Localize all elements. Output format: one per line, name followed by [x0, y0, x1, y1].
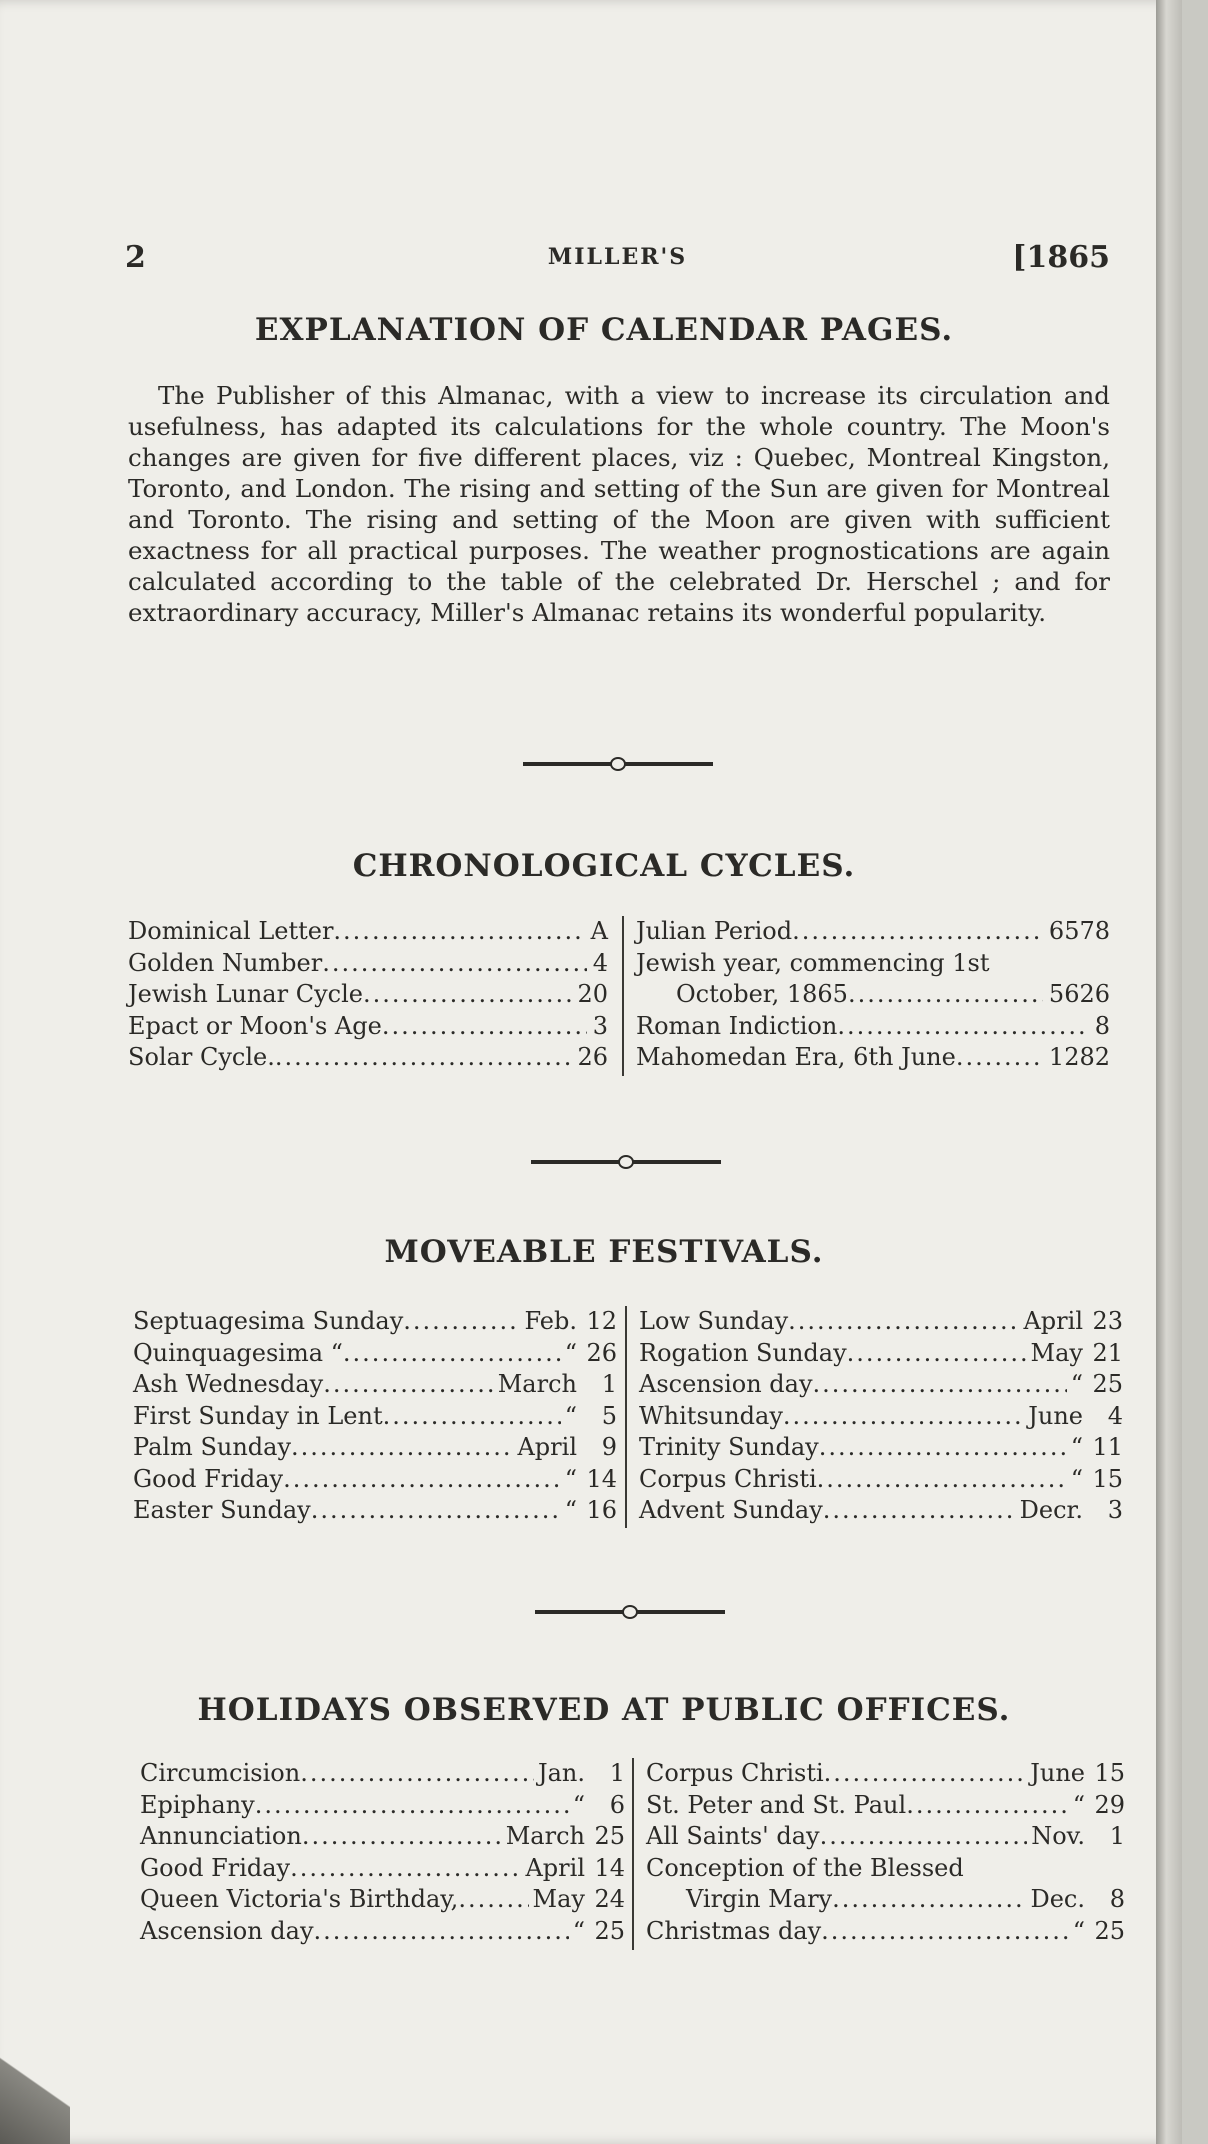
table-row [639, 1495, 1123, 1527]
entry-day: 25 [594, 1822, 625, 1850]
entry-month: April [1023, 1307, 1083, 1335]
chronological-left-column [128, 916, 608, 1074]
leader-dots [821, 1916, 1069, 1948]
leader-dots [382, 1011, 587, 1043]
leader-dots [383, 1401, 561, 1433]
entry-day: 8 [1109, 1885, 1125, 1913]
leader-dots [403, 1306, 520, 1338]
entry-label: Ascension day [639, 1370, 813, 1398]
table-row [128, 1042, 608, 1074]
entry-label: Virgin Mary [686, 1885, 833, 1913]
leader-dots [291, 1432, 513, 1464]
entry-day: 15 [1094, 1759, 1125, 1787]
leader-dots [783, 1401, 1024, 1433]
entry-value: 26 [577, 1043, 608, 1071]
year: [1865 [1012, 240, 1110, 275]
running-header [125, 240, 1110, 280]
entry-day: 9 [601, 1433, 617, 1461]
entry-month: April [517, 1433, 577, 1461]
entry-label: October, 1865 [676, 980, 848, 1008]
table-row [140, 1916, 625, 1948]
column-divider [632, 1758, 634, 1950]
entry-label: Golden Number [128, 948, 323, 977]
entry-day: 25 [1092, 1370, 1123, 1398]
entry-month: April [525, 1853, 585, 1882]
entry-label: First Sunday in Lent [133, 1401, 383, 1430]
leader-dots [343, 1338, 561, 1370]
leader-dots [333, 916, 584, 948]
entry-value: 20 [577, 980, 608, 1008]
entry-value: 8 [1094, 1011, 1110, 1040]
entry-day: 15 [1092, 1464, 1123, 1493]
entry-value: 1282 [1048, 1043, 1110, 1071]
entry-month: “ [564, 1338, 577, 1367]
table-row [646, 1758, 1125, 1790]
leader-dots [322, 948, 587, 980]
entry-label: Dominical Letter [128, 917, 334, 945]
entry-value: A [590, 917, 608, 945]
entry-day: 29 [1094, 1790, 1125, 1819]
entry-label: Ash Wednesday [133, 1370, 324, 1398]
holidays-left-column [140, 1758, 625, 1947]
entry-label: Annunciation [140, 1822, 302, 1850]
entry-day: 6 [609, 1790, 625, 1819]
entry-day: 24 [594, 1885, 625, 1913]
table-row [133, 1338, 617, 1370]
entry-month: Jan. [537, 1759, 585, 1787]
table-row [133, 1432, 617, 1464]
leader-dots [956, 1042, 1043, 1074]
entry-month: June [1030, 1759, 1085, 1787]
entry-day: 26 [586, 1338, 617, 1367]
table-row [639, 1464, 1123, 1496]
table-row [133, 1464, 617, 1496]
column-divider [622, 916, 624, 1076]
entry-day: 21 [1092, 1338, 1123, 1367]
table-row [140, 1758, 625, 1790]
entry-month: March [505, 1822, 585, 1850]
leader-dots [363, 979, 572, 1011]
entry-value: 4 [592, 948, 608, 977]
entry-label: Corpus Christi [646, 1759, 824, 1787]
entry-month: June [1028, 1401, 1083, 1430]
entry-label: Whitsunday [639, 1401, 783, 1430]
entry-month: Feb. [524, 1307, 577, 1335]
entry-month: “ [564, 1464, 577, 1493]
entry-day: 16 [586, 1496, 617, 1524]
entry-label: Solar Cycle. [128, 1043, 275, 1071]
entry-day: 11 [1092, 1433, 1123, 1461]
entry-label: Jewish year, commencing 1st [636, 948, 990, 977]
entry-label: Trinity Sunday [639, 1433, 819, 1461]
entry-day: 25 [594, 1916, 625, 1945]
table-row [140, 1884, 625, 1916]
leader-dots [323, 1369, 494, 1401]
leader-dots [302, 1821, 502, 1853]
table-row [646, 1916, 1125, 1948]
entry-month: Nov. [1031, 1822, 1085, 1850]
entry-value: 3 [592, 1011, 608, 1040]
leader-dots [906, 1790, 1069, 1822]
entry-label: Julian Period [636, 917, 793, 945]
leader-dots [819, 1432, 1067, 1464]
entry-label: Conception of the Blessed [646, 1853, 964, 1882]
entry-label: Circumcision [140, 1759, 301, 1787]
entry-label: Corpus Christi [639, 1464, 817, 1493]
entry-day: 12 [586, 1307, 617, 1335]
entry-value: 6578 [1048, 917, 1110, 945]
table-row [636, 979, 1110, 1011]
table-row [128, 979, 608, 1011]
table-row [140, 1821, 625, 1853]
leader-dots [813, 1369, 1067, 1401]
entry-label: Palm Sunday [133, 1433, 292, 1461]
leader-dots [314, 1916, 569, 1948]
entry-label: Quinquagesima “ [133, 1338, 343, 1367]
table-row [636, 916, 1110, 948]
moveable-right-column [639, 1306, 1123, 1527]
table-row [636, 1011, 1110, 1043]
chronological-table [128, 916, 1110, 1080]
page-corner [0, 2004, 70, 2144]
entry-month: “ [1070, 1464, 1083, 1493]
table-row [128, 916, 608, 948]
leader-dots [837, 1011, 1088, 1043]
leader-dots [311, 1495, 561, 1527]
leader-dots [824, 1758, 1027, 1790]
table-row [646, 1790, 1125, 1822]
holidays-table [140, 1758, 1125, 1954]
entry-day: 1 [1109, 1822, 1125, 1850]
entry-month: “ [572, 1790, 585, 1819]
table-row [646, 1821, 1125, 1853]
entry-label: Septuagesima Sunday [133, 1307, 404, 1335]
ornamental-rule [518, 754, 718, 774]
moveable-festivals-table [133, 1306, 1123, 1532]
moveable-left-column [133, 1306, 617, 1527]
entry-day: 3 [1107, 1496, 1123, 1524]
entry-label: Advent Sunday [639, 1496, 823, 1524]
ornamental-rule [530, 1602, 730, 1622]
holidays-right-column [646, 1758, 1125, 1947]
entry-label: Good Friday [133, 1464, 284, 1493]
entry-month: May [1030, 1338, 1083, 1367]
leader-dots [832, 1884, 1026, 1916]
entry-month: “ [572, 1916, 585, 1945]
page-number: 2 [125, 240, 146, 275]
explanation-heading: EXPLANATION OF CALENDAR PAGES. [254, 312, 954, 348]
entry-label: Easter Sunday [133, 1496, 311, 1524]
table-row [636, 1042, 1110, 1074]
entry-month: March [497, 1370, 577, 1398]
table-row [639, 1401, 1123, 1433]
leader-dots [290, 1853, 521, 1885]
leader-dots [300, 1758, 534, 1790]
running-title: MILLER'S [547, 244, 688, 270]
leader-dots [817, 1464, 1067, 1496]
leader-dots [283, 1464, 561, 1496]
entry-label: Low Sunday [639, 1307, 789, 1335]
entry-month: “ [1072, 1916, 1085, 1945]
entry-label: Rogation Sunday [639, 1338, 847, 1367]
table-row [133, 1401, 617, 1433]
table-row [140, 1790, 625, 1822]
chronological-heading: CHRONOLOGICAL CYCLES. [352, 848, 856, 884]
chronological-right-column [636, 916, 1110, 1074]
table-row [639, 1369, 1123, 1401]
entry-label: Epact or Moon's Age [128, 1011, 382, 1040]
table-row [133, 1495, 617, 1527]
leader-dots [847, 1338, 1027, 1370]
entry-month: May [532, 1885, 585, 1913]
entry-day: 14 [594, 1853, 625, 1882]
entry-label: Jewish Lunar Cycle [128, 980, 363, 1008]
explanation-paragraph: The Publisher of this Almanac, with a view to increase its circulation and usefulness, has adapted its calculations for the whole country. The Moon's changes are given for five different places, viz : Quebec, Montreal Kingston, Toronto, and London. The rising and setting of the Sun are given for Montreal and Toronto. The rising and setting of the Moon are given with sufficient exactness for all practical purposes. The weather prognostications are again calculated according to the table of the celebrated Dr. Herschel ; and for extraordinary accuracy, Miller's Almanac retains its wonderful popularity. [128, 381, 1110, 627]
entry-label: Epiphany [140, 1790, 255, 1819]
entry-label: All Saints' day [646, 1822, 820, 1850]
entry-day: 4 [1107, 1401, 1123, 1430]
entry-value: 5626 [1048, 980, 1110, 1008]
entry-day: 14 [586, 1464, 617, 1493]
leader-dots [255, 1790, 569, 1822]
ornamental-rule [526, 1152, 726, 1172]
column-divider [625, 1306, 627, 1528]
entry-label: Ascension day [140, 1916, 314, 1945]
entry-day: 5 [601, 1401, 617, 1430]
table-row [646, 1853, 1125, 1885]
entry-day: 1 [601, 1370, 617, 1398]
entry-label: Queen Victoria's Birthday, [140, 1885, 459, 1913]
entry-label: Mahomedan Era, 6th June [636, 1043, 956, 1071]
entry-month: Decr. [1019, 1496, 1083, 1524]
entry-month: “ [564, 1401, 577, 1430]
leader-dots [792, 916, 1043, 948]
entry-label: Christmas day [646, 1916, 822, 1945]
table-row [140, 1853, 625, 1885]
holidays-heading: HOLIDAYS OBSERVED AT PUBLIC OFFICES. [197, 1692, 1011, 1728]
entry-month: “ [1070, 1370, 1083, 1398]
leader-dots [275, 1042, 572, 1074]
table-row [128, 1011, 608, 1043]
entry-month: “ [1070, 1433, 1083, 1461]
leader-dots [458, 1884, 528, 1916]
entry-day: 23 [1092, 1307, 1123, 1335]
entry-day: 1 [609, 1759, 625, 1787]
entry-month: “ [1072, 1790, 1085, 1819]
entry-month: “ [564, 1496, 577, 1524]
leader-dots [788, 1306, 1019, 1338]
table-row [639, 1338, 1123, 1370]
table-row [133, 1369, 617, 1401]
moveable-heading: MOVEABLE FESTIVALS. [384, 1234, 824, 1270]
table-row [636, 948, 1110, 980]
table-row [646, 1884, 1125, 1916]
entry-label: St. Peter and St. Paul [646, 1790, 907, 1819]
table-row [128, 948, 608, 980]
table-row [133, 1306, 617, 1338]
table-row [639, 1432, 1123, 1464]
leader-dots [848, 979, 1043, 1011]
entry-month: Dec. [1030, 1885, 1085, 1913]
entry-label: Good Friday [140, 1853, 291, 1882]
entry-day: 25 [1094, 1916, 1125, 1945]
entry-label: Roman Indiction [636, 1011, 838, 1040]
leader-dots [823, 1495, 1016, 1527]
leader-dots [820, 1821, 1028, 1853]
table-row [639, 1306, 1123, 1338]
